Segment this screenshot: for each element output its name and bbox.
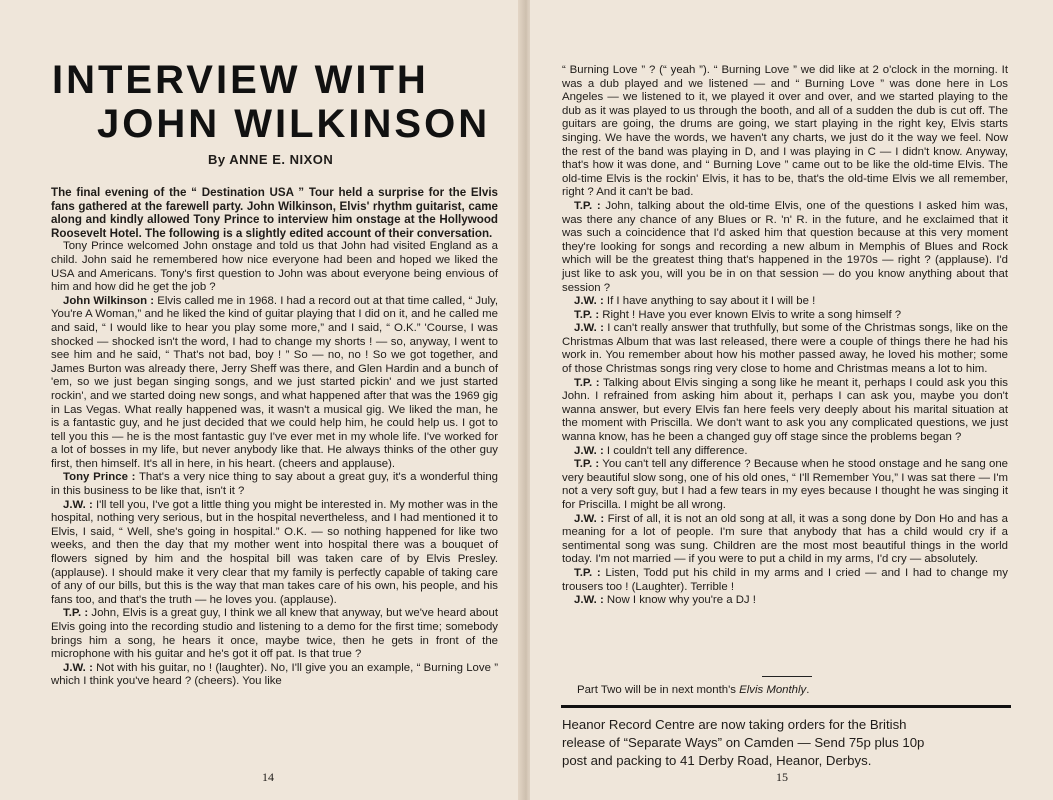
title-line-1: INTERVIEW WITH (52, 58, 429, 102)
page-number-left: 14 (262, 770, 274, 784)
speaker-label: J.W. : (574, 594, 604, 607)
speaker-label: J.W. : (574, 322, 604, 335)
paragraph (562, 594, 1008, 608)
paragraph (562, 200, 1008, 295)
short-divider (762, 676, 812, 677)
paragraph (51, 499, 498, 608)
paragraph-text: Elvis called me in 1968. I had a record out at that time called, “ July, You're A Woman,” and he liked the kind of guitar playing that I did on it, and he called me and said, “ I would like to hear you play some more,” and I said, “ O.K.” 'Course, I was shocked — shocked isn't the word, I had to change my shorts ! — so, anyway, I went to see him and he said, “ That's not bad, boy ! ” So — no, no ! So we got together, and James Burton was already there, Jerry Sheff was there, and Glen Hardin and a bunch of 'em, so we just began singing songs, and we just started pickin' and we just started rockin', and we started doing new songs, and what happened after that was the 1969 gig in Las Vegas. What really happened was, it wasn't a musical gig. We liked the man, he is a fantastic guy, and he just decided that we could help him, he could help us. I got to tell you this — he is the most fantastic guy I've ever met in my whole life. I've worked for a lot of bosses in my life, but never anybody like that. He always thinks of the other guy first, then himself. It's all in here, in his heart. (cheers and applause). (51, 294, 499, 470)
part-two-prefix: Part Two will be in next month's (577, 684, 740, 696)
speaker-label: T.P. : (574, 566, 601, 579)
paragraph (562, 445, 1008, 459)
speaker-label: J.W. : (574, 512, 605, 525)
paragraph-text: Not with his guitar, no ! (laughter). No, I'll give you an example, “ Burning Love ” which I think you've heard ? (cheers). You like (51, 661, 498, 688)
page-number-right: 15 (776, 770, 788, 784)
speaker-label: T.P. : (574, 308, 600, 321)
speaker-label: T.P. : (574, 199, 601, 212)
speaker-label: T.P. : (63, 607, 89, 620)
paragraph-text: I'll tell you, I've got a little thing you might be interested in. My mother was in the hospital, nothing very serious, but in the hospital nevertheless, and I had mentioned it to Elvis, I said, “ Well, she's going in hospital.” O.K. — so nothing happened for like two weeks, and then the day that my mother went into hospital there was a bouquet of flowers signed by him and the hospital bill was taken care of by Elvis Presley. (applause). I should make it very clear that my family is perfectly capable of taking care of any of our bills, but this is the way that man takes care of his own, his people, and his fans too, and that's the truth — he loves you. (applause). (51, 498, 498, 606)
advert-divider (561, 705, 1011, 708)
paragraph-text: Listen, Todd put his child in my arms and I cried — and I had to change my trousers too ! (Laughter). Terrible ! (562, 566, 1008, 593)
paragraph-text: Now I know why you're a DJ ! (603, 594, 756, 607)
paragraph (562, 567, 1008, 594)
article-title (52, 58, 502, 146)
paragraph-text: I couldn't tell any difference. (603, 444, 748, 457)
paragraph-text: Right ! Have you ever known Elvis to write a song himself ? (599, 308, 902, 321)
paragraph-text: Talking about Elvis singing a song like he meant it, perhaps I could ask you this John. I refrained from asking him about it, perhaps I can ask you, maybe you don't wanna answer, but every Elvis fan here feels very deeply about his marital situation at the moment with Priscilla. We don't want to ask you any complicated questions, we just wanna know, has he been a changed guy off stage since the problems began ? (562, 376, 1008, 444)
paragraph-text: That's a very nice thing to say about a great guy, it's a wonderful thing in this business to be like that, isn't it ? (51, 471, 499, 498)
paragraph-text: I can't really answer that truthfully, but some of the Christmas songs, like on the Christmas Album that was last released, there were a couple of things there he had his work in. You remember about how his mother passed away, he loved his mother; some of those Christmas songs ring very close to home and Christmas means a lot to him. (562, 322, 1008, 376)
paragraph (562, 322, 1008, 376)
left-page (0, 0, 524, 800)
advert-line: post and packing to 41 Derby Road, Heanor, Derbys. (562, 753, 872, 768)
record-centre-advert (562, 716, 1012, 770)
speaker-label: J.W. : (63, 661, 93, 674)
paragraph (51, 240, 498, 294)
advert-line: release of “Separate Ways” on Camden — Send 75p plus 10p (562, 735, 925, 750)
intro-paragraph: The final evening of the “ Destination USA ” Tour held a surprise for the Elvis fans gathered at the farewell party. John Wilkinson, Elvis' rhythm guitarist, came along and kindly allowed Tony Prince to interview him onstage at the Hollywood Roosevelt Hotel. The following is a slightly edited account of their conversation. (51, 186, 498, 240)
paragraph-text: First of all, it is not an old song at all, it was a song done by Don Ho and has a meaning for a lot of people. I'm sure that anybody that has a child would cry if a sentimental song was sung. Children are the most most beautiful things in the world today. I'm not married — if you were to put a child in my arms, I'd cry — absolutely. (562, 512, 1009, 566)
part-two-note (577, 684, 809, 696)
speaker-label: Tony Prince : (63, 471, 136, 484)
paragraph (562, 295, 1008, 309)
speaker-label: J.W. : (574, 444, 604, 457)
paragraph (51, 662, 498, 689)
speaker-label: John Wilkinson : (63, 294, 155, 307)
paragraph (562, 377, 1008, 445)
paragraph-text: “ Burning Love ” ? (“ yeah ”). “ Burning Love ” we did like at 2 o'clock in the morning. It was a dub played and we listened — and “ Burning Love ” was done here in Los Angeles — we listened to it, we played it over and over, and we started playing to the dub as it was played to us through the booth, and all of a sudden the dub is cut off. The guitars are going, the drums are going, we start playing in the right key, Elvis starts singing. We have the words, we haven't any charts, we just do it the way we feel. Now the rest of the band was playing in D, and I was playing in C — I didn't know. Anyway, that's how it was done, and “ Burning Love ” came out to be like the old-time Elvis. The old-time Elvis is the rockin' Elvis, it has to be, that's the old-time Elvis we all remember, right ? And it can't be bad. (562, 64, 1008, 199)
paragraph (562, 458, 1008, 512)
right-column (562, 64, 1008, 608)
paragraph (51, 471, 498, 498)
paragraph-text: John, talking about the old-time Elvis, one of the questions I asked him was, was there any chance of any Blues or R. 'n' R. in the future, and he exclaimed that it was such a coincidence that I'd asked him that question because at this very moment they're looking for songs and recording a new album in Memphis of Blues and Rock which will be the greatest thing that's happened in the 1970s — right ? (applause). I'd just like to ask you, will you be in on that session — do you know anything about that session ? (562, 199, 1008, 294)
title-line-2: JOHN WILKINSON (97, 102, 491, 146)
paragraph-text: Tony Prince welcomed John onstage and told us that John had visited England as a child. John said he remembered how nice everyone had been and hoped we liked the USA and Americans. Tony's first question to John was about everyone being envious of him and how did he get the job ? (51, 240, 498, 294)
speaker-label: J.W. : (63, 498, 93, 511)
part-two-suffix: . (806, 684, 810, 696)
left-column (51, 186, 498, 689)
paragraph (562, 309, 1008, 323)
paragraph (562, 64, 1008, 200)
speaker-label: T.P. : (574, 376, 600, 389)
paragraph-text: You can't tell any difference ? Because when he stood onstage and he sang one very beautiful slow song, one of his old ones, “ I'll Remember You,” I was sat there — I'm not a very soft guy, but I had a few tears in my eyes because I thought he was singing it for Priscilla. I might be all wrong. (562, 458, 1008, 511)
paragraph (51, 607, 498, 661)
byline: By ANNE E. NIXON (208, 152, 334, 167)
paragraph-text: John, Elvis is a great guy, I think we all knew that anyway, but we've heard about Elvis going into the recording studio and listening to a demo for the first time; somebody brings him a song, he hears it once, maybe twice, then he gets in front of the microphone with his guitar and he's got it off pat. Is that true ? (51, 607, 498, 661)
magazine-name: Elvis Monthly (739, 684, 807, 696)
speaker-label: J.W. : (574, 295, 604, 308)
speaker-label: T.P. : (574, 458, 600, 471)
paragraph-text: If I have anything to say about it I will be ! (603, 295, 816, 308)
paragraph (562, 513, 1008, 567)
advert-line: Heanor Record Centre are now taking orders for the British (562, 717, 907, 732)
paragraph (51, 295, 498, 472)
